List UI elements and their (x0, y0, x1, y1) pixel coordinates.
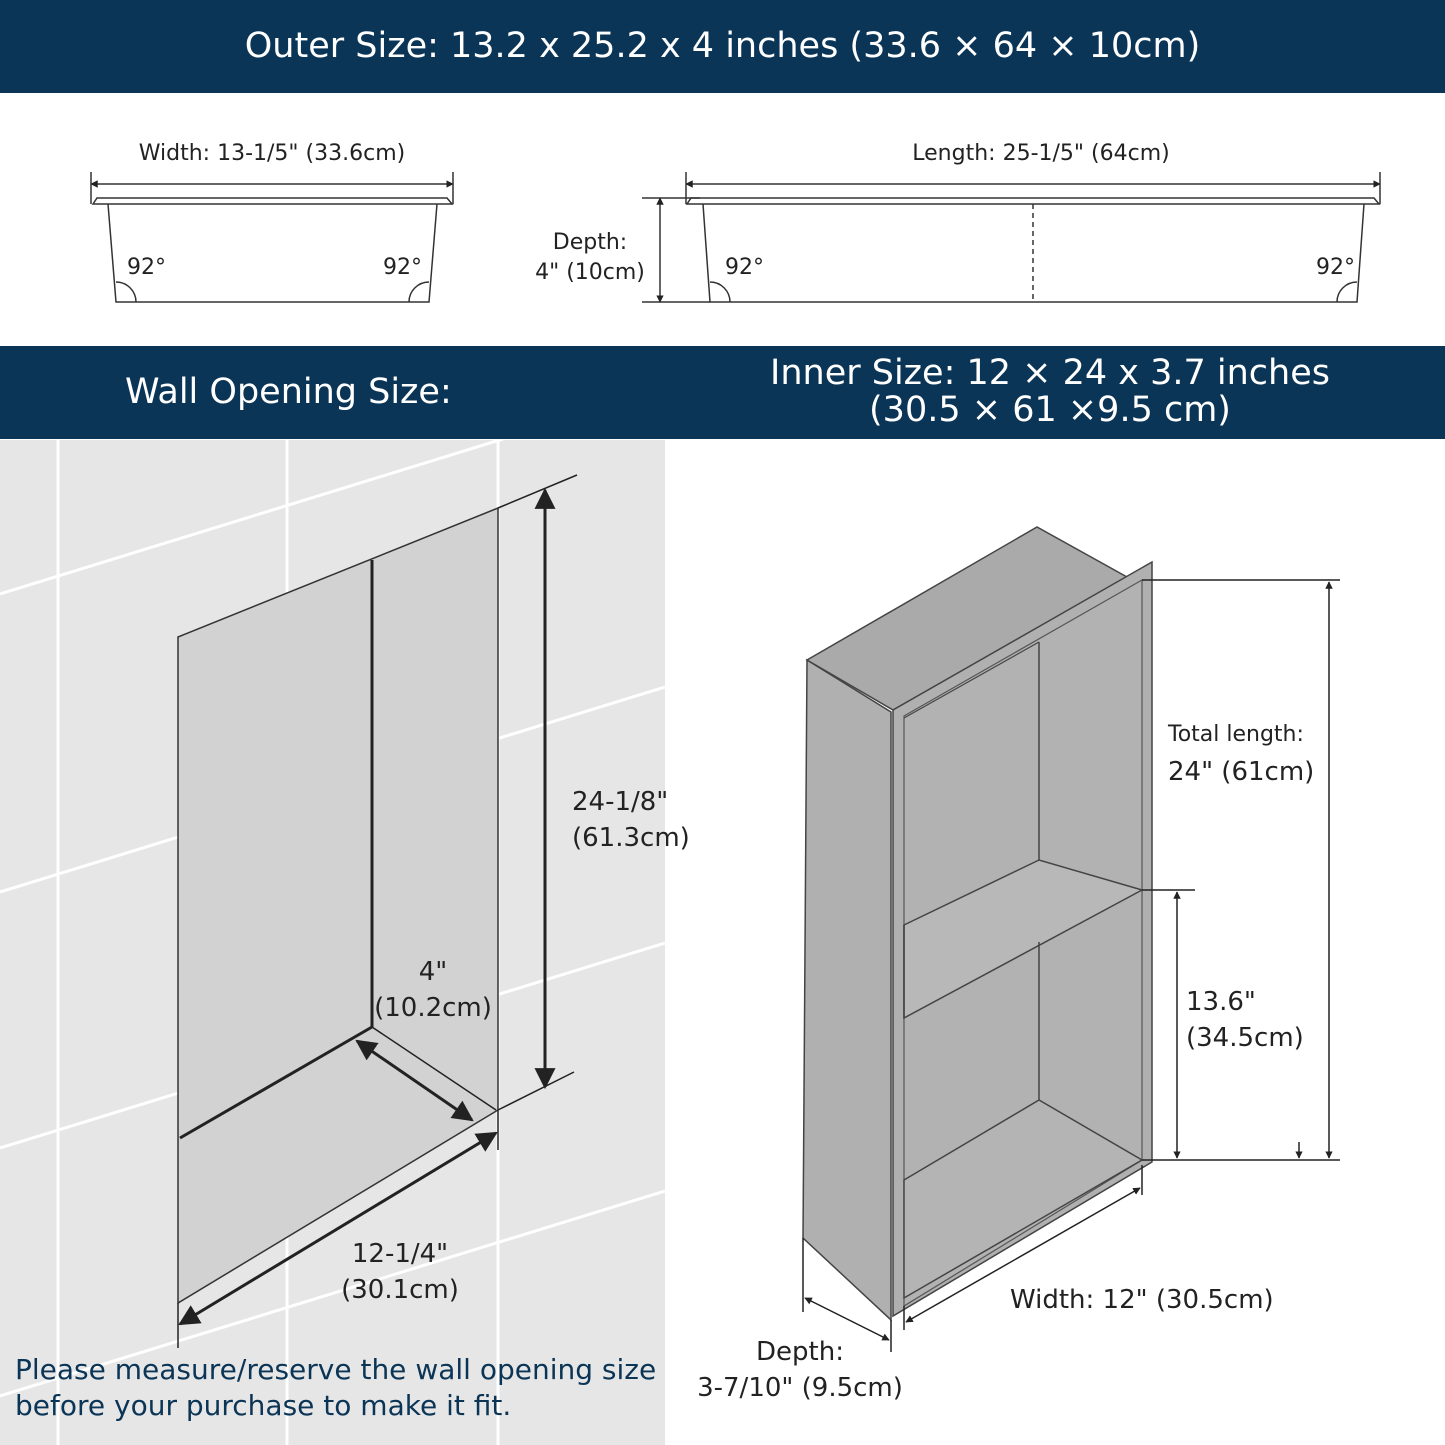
opening-height-label (572, 784, 690, 856)
shelf-height-label (1186, 984, 1304, 1056)
opening-width-label (330, 1236, 470, 1308)
angle-label-width-right: 92° (383, 255, 422, 280)
opening-depth-line1: 4" (418, 957, 448, 987)
shelf-height-line1: 13.6" (1186, 987, 1256, 1017)
inner-size-line2: (30.5 × 61 ×9.5 cm) (869, 390, 1231, 430)
outer-length-label: Length: 25-1/5" (64cm) (912, 141, 1170, 166)
outer-length-profile (642, 172, 1380, 302)
outer-depth-line1: Depth: (552, 230, 628, 255)
angle-label-length-right: 92° (1316, 255, 1355, 280)
opening-width-line2: (30.1cm) (341, 1275, 459, 1305)
opening-depth-label (372, 954, 494, 1026)
outer-size-title: Outer Size: 13.2 x 25.2 x 4 inches (33.6 × 64 × 10cm) (244, 26, 1201, 66)
outer-depth-line2: 4" (10cm) (535, 260, 645, 285)
wall-opening-title: Wall Opening Size: (125, 372, 452, 412)
total-length-line2: 24" (61cm) (1168, 757, 1315, 787)
opening-height-line1: 24-1/8" (572, 787, 669, 817)
total-length-line1: Total length: (1168, 722, 1304, 747)
outer-width-profile (91, 172, 453, 302)
measure-note-line2: before your purchase to make it fit. (15, 1389, 512, 1422)
outer-depth-label (522, 228, 658, 288)
angle-label-width-left: 92° (127, 255, 166, 280)
opening-depth-line2: (10.2cm) (374, 993, 492, 1023)
opening-height-line2: (61.3cm) (572, 823, 690, 853)
inner-width-label: Width: 12" (30.5cm) (1010, 1285, 1274, 1315)
inner-size-line1: Inner Size: 12 × 24 x 3.7 inches (770, 353, 1330, 393)
inner-depth-line1: Depth: (756, 1337, 844, 1367)
inner-product-diagram (803, 527, 1340, 1352)
measure-note (15, 1352, 656, 1424)
inner-depth-label (690, 1334, 910, 1406)
measure-note-line1: Please measure/reserve the wall opening size (15, 1353, 657, 1386)
angle-label-length-left: 92° (725, 255, 764, 280)
inner-depth-line2: 3-7/10" (9.5cm) (697, 1373, 903, 1403)
outer-width-label: Width: 13-1/5" (33.6cm) (138, 141, 406, 166)
opening-width-line1: 12-1/4" (351, 1239, 449, 1269)
shelf-height-line2: (34.5cm) (1186, 1023, 1304, 1053)
total-length-label (1168, 720, 1314, 794)
